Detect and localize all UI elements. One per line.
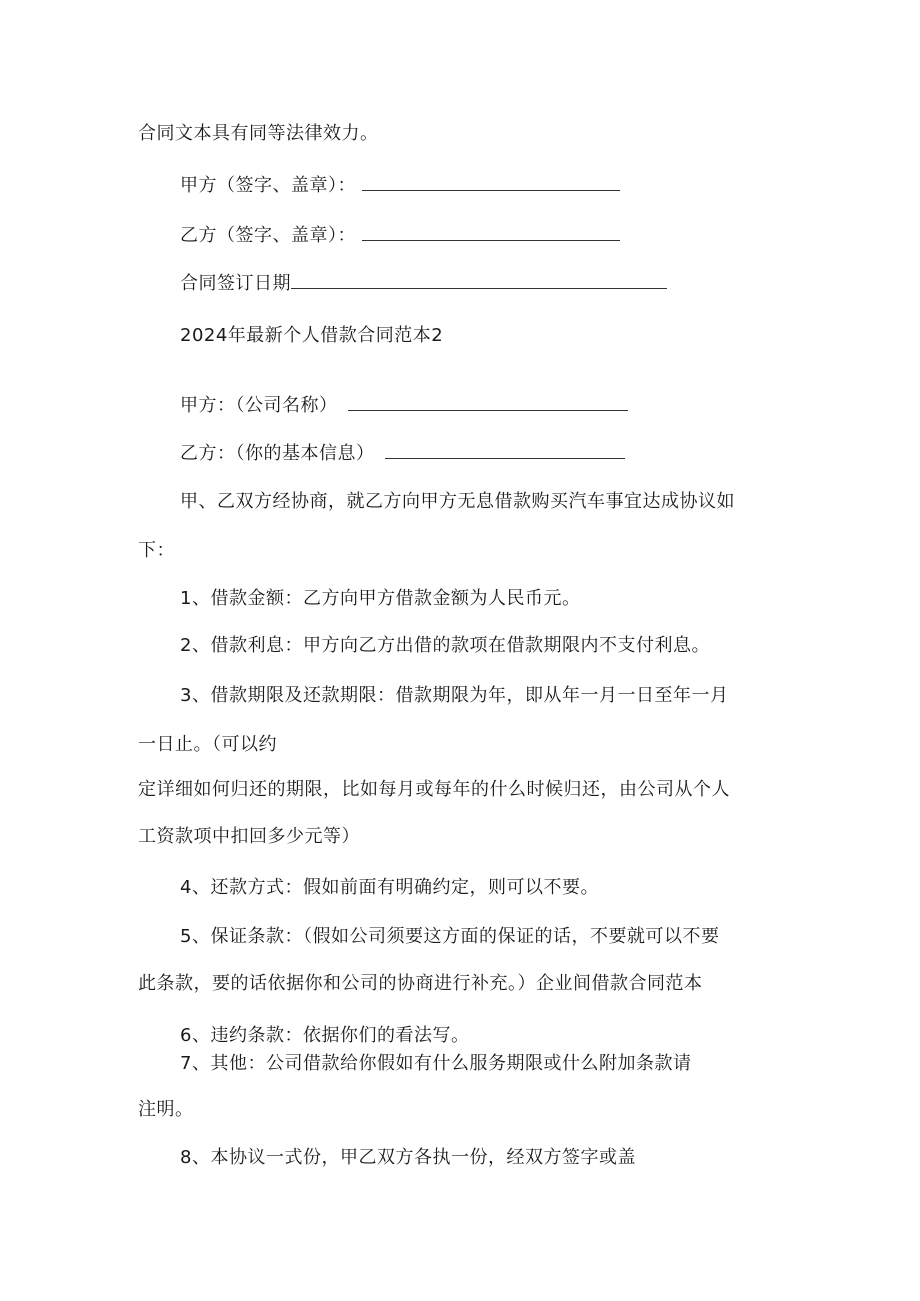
paragraph-line: 下： [138, 540, 175, 561]
section-title: 2024年最新个人借款合同范本2 [180, 325, 444, 346]
clause-1: 1、借款金额：乙方向甲方借款金额为人民币元。 [180, 588, 581, 609]
party-b-line [180, 440, 625, 466]
signature-blank [362, 172, 620, 191]
clause-5: 5、保证条款：（假如公司须要这方面的保证的话，不要就可以不要 [180, 926, 720, 947]
clause-3: 3、借款期限及还款期限：借款期限为年，即从年一月一日至年一月 [180, 685, 729, 706]
party-a-signature-line [180, 172, 620, 198]
sign-date-line [180, 270, 667, 296]
clause-6: 6、违约条款：依据你们的看法写。 [180, 1025, 470, 1046]
clause-8: 8、本协议一式份，甲乙双方各执一份，经双方签字或盖 [180, 1147, 636, 1168]
party-b-signature-line [180, 222, 620, 248]
clause-2: 2、借款利息：甲方向乙方出借的款项在借款期限内不支付利息。 [180, 635, 710, 656]
text-line: 合同文本具有同等法律效力。 [138, 123, 379, 144]
clause-5-continued: 此条款，要的话依据你和公司的协商进行补充。）企业间借款合同范本 [138, 973, 703, 994]
party-a-blank [348, 392, 628, 411]
party-a-line [180, 392, 628, 418]
date-blank [291, 270, 667, 289]
clause-4: 4、还款方式：假如前面有明确约定，则可以不要。 [180, 877, 599, 898]
party-a-signature-label: 甲方（签字、盖章）： [180, 175, 356, 196]
party-b-blank [385, 440, 625, 459]
signature-blank [362, 222, 620, 241]
clause-3-continued: 一日止。（可以约 [138, 734, 277, 755]
sign-date-label: 合同签订日期 [180, 273, 291, 294]
party-b-signature-label: 乙方（签字、盖章）： [180, 225, 356, 246]
paragraph-line: 甲、乙双方经协商，就乙方向甲方无息借款购买汽车事宜达成协议如 [180, 491, 735, 512]
clause-7: 7、其他：公司借款给你假如有什么服务期限或什么附加条款请 [180, 1053, 692, 1074]
clause-7-continued: 注明。 [138, 1099, 194, 1120]
clause-3-continued: 定详细如何归还的期限，比如每月或每年的什么时候归还，由公司从个人 [138, 779, 730, 800]
party-a-label: 甲方：（公司名称） [180, 395, 338, 416]
clause-3-continued: 工资款项中扣回多少元等） [138, 826, 360, 847]
party-b-label: 乙方：（你的基本信息） [180, 443, 375, 464]
